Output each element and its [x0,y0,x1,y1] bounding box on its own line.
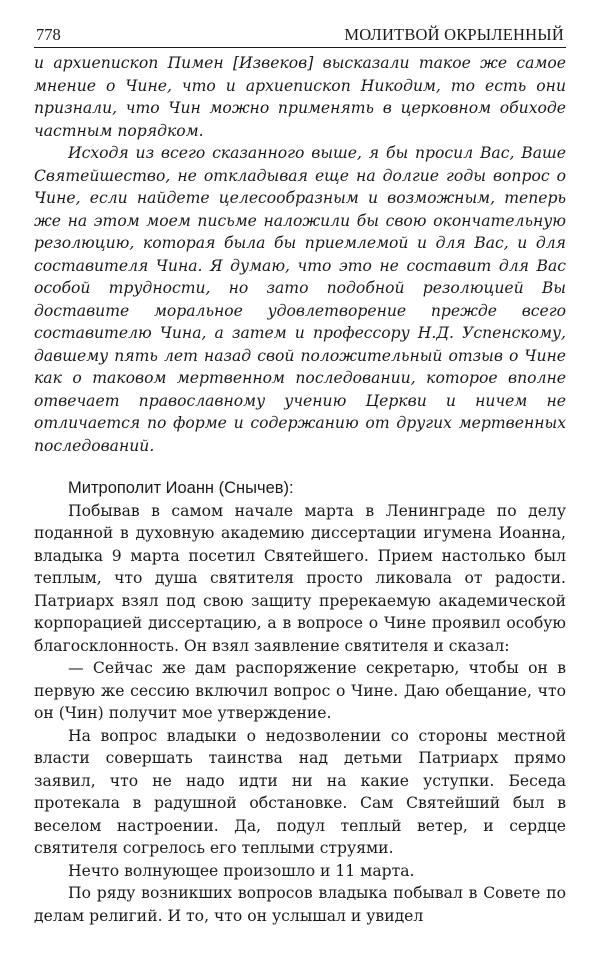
speaker-attribution: Митрополит Иоанн (Снычев): [68,479,294,497]
quote-paragraph: Исходя из всего сказанного выше, я бы просил Вас, Ваше Святейшество, не откладывая еще на долгие годы вопрос о Чине, если найдете целесообразным и возможным, теперь же на этом моем письме наложили бы свою окончательную резолюцию, которая была бы приемлемой и для Вас, и для составителя Чина. Я думаю, что это не составит для Вас особой трудности, но зато подобной резолюцией Вы доставите моральное удовлетворение прежде всего составителю Чина, а затем и профессору Н.Д. Успенскому, давшему пять лет назад свой положительный отзыв о Чине как о таковом мертвенном последовании, которое вполне отвечает православному учению Церкви и ничем не отличается по форме и содержанию от других мертвенных последований. [34,144,566,455]
narrative-paragraph: — Сейчас же дам распоряжение секретарю, чтобы он в первую же сессию включил вопрос о Чине. Даю обещание, что он (Чин) получит мое утверждение. [34,659,566,722]
running-title: МОЛИТВОЙ ОКРЫЛЕННЫЙ [344,25,564,44]
narrative-paragraph: По ряду возникших вопросов владыка побывал в Совете по делам религий. И то, что он услышал и увидел [34,884,566,925]
section-gap [34,457,566,477]
narrative [34,500,566,928]
letter-quote [34,52,566,457]
book-page [34,18,566,927]
page-number: 778 [36,25,61,44]
page-body [34,52,566,927]
narrative-paragraph: Нечто волнующее произошло и 11 марта. [68,861,415,880]
narrative-paragraph: На вопрос владыки о недозволении со стороны местной власти совершать таинства над детьми Патриарх прямо заявил, что не надо идти ни на какие уступки. Беседа протекала в радушной обстановке. Сам Святейший был в веселом настроении. Да, подул теплый ветер, и сердце святителя согрелось его теплыми струями. [34,726,566,857]
quote-paragraph: и архиепископ Пимен [Извеков] высказали такое же самое мнение о Чине, что и архиепископ Никодим, то есть они признали, что Чин можно применять в церковном обиходе частным порядком. [34,54,566,140]
narrative-paragraph: Побывав в самом начале марта в Ленинграде по делу поданной в духовную академию диссертации игумена Иоанна, владыка 9 марта посетил Святейшего. Прием настолько был теплым, что душа святителя просто ликовала от радости. Патриарх взял под свою защиту пререкаемую академической корпорацией диссертацию, а в вопросе о Чине проявил особую благосклонность. Он взял заявление святителя и сказал: [34,501,566,655]
page-header [34,18,566,48]
